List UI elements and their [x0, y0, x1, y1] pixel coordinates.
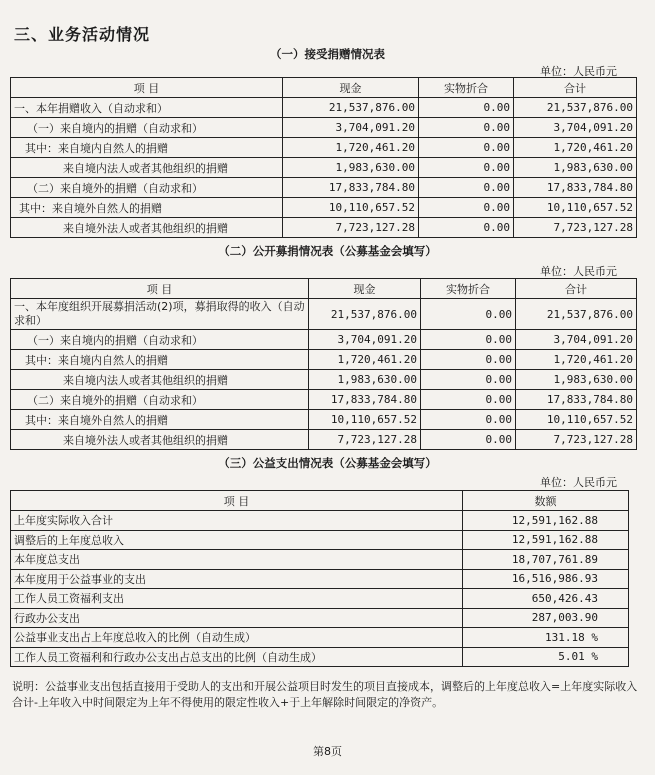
- inkind-value: 0.00: [419, 98, 514, 118]
- total-value: 1,720,461.20: [516, 350, 637, 370]
- total-value: 10,110,657.52: [514, 198, 637, 218]
- inkind-value: 0.00: [421, 299, 516, 330]
- public-fundraising-table: [10, 278, 637, 450]
- header-total: 合计: [516, 279, 637, 299]
- header-amount: 数额: [463, 491, 629, 511]
- total-value: 17,833,784.80: [514, 178, 637, 198]
- cash-value: 1,720,461.20: [283, 138, 419, 158]
- cash-value: 21,537,876.00: [283, 98, 419, 118]
- inkind-value: 0.00: [419, 158, 514, 178]
- table-row: [11, 511, 629, 531]
- table-row: [11, 569, 629, 589]
- cash-value: 7,723,127.28: [283, 218, 419, 238]
- table-row: [11, 647, 629, 667]
- header-item: 项 目: [11, 279, 309, 299]
- table-row: [11, 370, 637, 390]
- inkind-value: 0.00: [419, 118, 514, 138]
- table-row: [11, 330, 637, 350]
- total-value: 1,983,630.00: [516, 370, 637, 390]
- row-label: 来自境外法人或者其他组织的捐赠: [11, 430, 309, 450]
- amount-value: 131.18 %: [463, 628, 629, 648]
- row-label: 来自境内法人或者其他组织的捐赠: [11, 370, 309, 390]
- amount-value: 650,426.43: [463, 589, 629, 609]
- row-label: （一）来自境内的捐赠（自动求和）: [11, 330, 309, 350]
- inkind-value: 0.00: [419, 138, 514, 158]
- row-label: 工作人员工资福利支出: [11, 589, 463, 609]
- row-label: 调整后的上年度总收入: [11, 530, 463, 550]
- header-item: 项 目: [11, 491, 463, 511]
- amount-value: 18,707,761.89: [463, 550, 629, 570]
- total-value: 3,704,091.20: [514, 118, 637, 138]
- total-value: 1,720,461.20: [514, 138, 637, 158]
- table2-unit: 单位：人民币元: [540, 265, 617, 278]
- cash-value: 17,833,784.80: [309, 390, 421, 410]
- inkind-value: 0.00: [421, 330, 516, 350]
- cash-value: 10,110,657.52: [283, 198, 419, 218]
- row-label: 其中：来自境外自然人的捐赠: [11, 198, 283, 218]
- cash-value: 17,833,784.80: [283, 178, 419, 198]
- row-label: 本年度用于公益事业的支出: [11, 569, 463, 589]
- table-row: [11, 98, 637, 118]
- total-value: 7,723,127.28: [516, 430, 637, 450]
- table-row: [11, 198, 637, 218]
- donation-table: [10, 77, 637, 238]
- inkind-value: 0.00: [421, 350, 516, 370]
- row-label: 其中：来自境外自然人的捐赠: [11, 410, 309, 430]
- inkind-value: 0.00: [421, 390, 516, 410]
- table-row: [11, 430, 637, 450]
- cash-value: 1,983,630.00: [309, 370, 421, 390]
- row-label: 来自境内法人或者其他组织的捐赠: [11, 158, 283, 178]
- table-row: [11, 138, 637, 158]
- cash-value: 21,537,876.00: [309, 299, 421, 330]
- cash-value: 1,983,630.00: [283, 158, 419, 178]
- table-row: [11, 530, 629, 550]
- table-row: [11, 299, 637, 330]
- row-label: 上年度实际收入合计: [11, 511, 463, 531]
- amount-value: 12,591,162.88: [463, 511, 629, 531]
- table-row: [11, 118, 637, 138]
- row-label: 行政办公支出: [11, 608, 463, 628]
- header-cash: 现金: [283, 78, 419, 98]
- table-row: [11, 218, 637, 238]
- amount-value: 12,591,162.88: [463, 530, 629, 550]
- inkind-value: 0.00: [419, 178, 514, 198]
- table-row: [11, 550, 629, 570]
- table2-caption: （二）公开募捐情况表（公募基金会填写）: [218, 244, 437, 258]
- section-title: 三、业务活动情况: [14, 25, 151, 44]
- cash-value: 7,723,127.28: [309, 430, 421, 450]
- row-label: 本年度总支出: [11, 550, 463, 570]
- table3-caption: （三）公益支出情况表（公募基金会填写）: [218, 456, 437, 470]
- header-item: 项 目: [11, 78, 283, 98]
- footnote: 说明：公益事业支出包括直接用于受助人的支出和开展公益项目时发生的项目直接成本，调整后的上年度总收入=上年度实际收入合计-上年收入中时间限定为上年不得使用的限定性收入+于上年解除时间限定的净资产。: [12, 680, 638, 709]
- amount-value: 16,516,986.93: [463, 569, 629, 589]
- row-label: 一、本年度组织开展募捐活动(2)项，募捐取得的收入（自动求和）: [11, 299, 309, 330]
- total-value: 17,833,784.80: [516, 390, 637, 410]
- amount-value: 5.01 %: [463, 647, 629, 667]
- table-row: [11, 628, 629, 648]
- table-header-row: [11, 279, 637, 299]
- table-row: [11, 350, 637, 370]
- row-label: （二）来自境外的捐赠（自动求和）: [11, 178, 283, 198]
- header-inkind: 实物折合: [419, 78, 514, 98]
- cash-value: 3,704,091.20: [309, 330, 421, 350]
- inkind-value: 0.00: [419, 198, 514, 218]
- row-label: 来自境外法人或者其他组织的捐赠: [11, 218, 283, 238]
- table-row: [11, 390, 637, 410]
- table1-caption: （一）接受捐赠情况表: [270, 47, 385, 61]
- row-label: 其中：来自境内自然人的捐赠: [11, 350, 309, 370]
- total-value: 7,723,127.28: [514, 218, 637, 238]
- row-label: （一）来自境内的捐赠（自动求和）: [11, 118, 283, 138]
- table1-unit: 单位：人民币元: [540, 65, 617, 78]
- table-row: [11, 410, 637, 430]
- public-welfare-expense-table: [10, 490, 629, 667]
- total-value: 1,983,630.00: [514, 158, 637, 178]
- total-value: 10,110,657.52: [516, 410, 637, 430]
- inkind-value: 0.00: [421, 430, 516, 450]
- table3-unit: 单位：人民币元: [540, 476, 617, 489]
- row-label: 公益事业支出占上年度总收入的比例（自动生成）: [11, 628, 463, 648]
- row-label: （二）来自境外的捐赠（自动求和）: [11, 390, 309, 410]
- table-header-row: [11, 78, 637, 98]
- inkind-value: 0.00: [419, 218, 514, 238]
- cash-value: 1,720,461.20: [309, 350, 421, 370]
- table-row: [11, 608, 629, 628]
- amount-value: 287,003.90: [463, 608, 629, 628]
- page-number: 第8页: [313, 745, 342, 758]
- header-cash: 现金: [309, 279, 421, 299]
- table-header-row: [11, 491, 629, 511]
- table-row: [11, 178, 637, 198]
- total-value: 3,704,091.20: [516, 330, 637, 350]
- table-row: [11, 158, 637, 178]
- table-row: [11, 589, 629, 609]
- inkind-value: 0.00: [421, 410, 516, 430]
- total-value: 21,537,876.00: [514, 98, 637, 118]
- header-total: 合计: [514, 78, 637, 98]
- cash-value: 10,110,657.52: [309, 410, 421, 430]
- total-value: 21,537,876.00: [516, 299, 637, 330]
- row-label: 工作人员工资福利和行政办公支出占总支出的比例（自动生成）: [11, 647, 463, 667]
- row-label: 其中：来自境内自然人的捐赠: [11, 138, 283, 158]
- inkind-value: 0.00: [421, 370, 516, 390]
- row-label: 一、本年捐赠收入（自动求和）: [11, 98, 283, 118]
- cash-value: 3,704,091.20: [283, 118, 419, 138]
- header-inkind: 实物折合: [421, 279, 516, 299]
